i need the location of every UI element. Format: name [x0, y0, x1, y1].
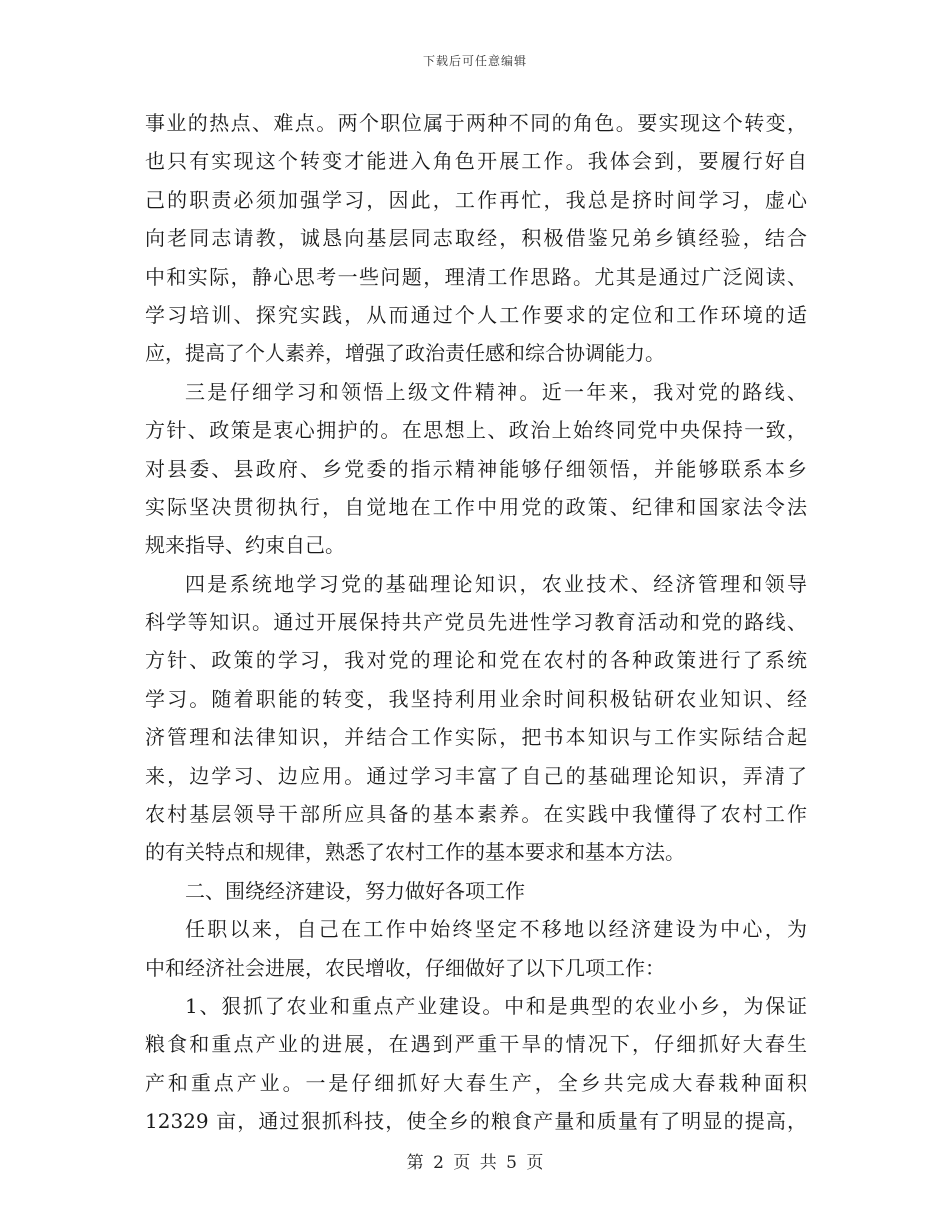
text-line: 济管理和法律知识，并结合工作实际，把书本知识与工作实际结合起 [145, 725, 807, 750]
page-header: 下载后可任意编辑 [422, 54, 527, 68]
text-line: 农村基层领导干部所应具备的基本素养。在实践中我懂得了农村工作 [145, 802, 807, 827]
text-line: 任职以来，自己在工作中始终坚定不移地以经济建设为中心，为 [185, 917, 807, 942]
text-line: 科学等知识。通过开展保持共产党员先进性学习教育活动和党的路线、 [145, 610, 807, 635]
text-line: 事业的热点、难点。两个职位属于两种不同的角色。要实现这个转变， [145, 111, 807, 135]
text-line: 的有关特点和规律，熟悉了农村工作的基本要求和基本方法。 [145, 840, 685, 865]
text-line: 产和重点产业。一是仔细抓好大春生产，全乡共完成大春栽种面积 [145, 1070, 807, 1095]
text-line: 来，边学习、边应用。通过学习丰富了自己的基础理论知识，弄清了 [145, 763, 807, 788]
text-line: 实际坚决贯彻执行，自觉地在工作中用党的政策、纪律和国家法令法 [145, 494, 807, 519]
text-line: 方针、政策是衷心拥护的。在思想上、政治上始终同党中央保持一致， [145, 418, 807, 443]
text-line: 中和经济社会进展，农民增收，仔细做好了以下几项工作： [145, 955, 665, 980]
text-line: 学习。随着职能的转变，我坚持利用业余时间积极钻研农业知识、经 [145, 686, 807, 711]
text-line: 1、狠抓了农业和重点产业建设。中和是典型的农业小乡，为保证 [185, 993, 807, 1018]
text-line: 12329 亩，通过狠抓科技，使全乡的粮食产量和质量有了明显的提高， [145, 1109, 807, 1134]
text-line: 己的职责必须加强学习，因此，工作再忙，我总是挤时间学习，虚心 [145, 187, 807, 212]
text-line: 对县委、县政府、乡党委的指示精神能够仔细领悟，并能够联系本乡 [145, 456, 807, 481]
text-line: 中和实际，静心思考一些问题，理清工作思路。尤其是通过广泛阅读、 [145, 264, 807, 289]
text-line: 向老同志请教，诚恳向基层同志取经，积极借鉴兄弟乡镇经验，结合 [145, 226, 807, 251]
document-body [145, 104, 807, 1141]
text-line: 也只有实现这个转变才能进入角色开展工作。我体会到，要履行好自 [145, 149, 807, 174]
text-line: 应，提高了个人素养，增强了政治责任感和综合协调能力。 [145, 341, 665, 366]
text-line: 粮食和重点产业的进展，在遇到严重干旱的情况下，仔细抓好大春生 [145, 1032, 807, 1057]
text-line: 四是系统地学习党的基础理论知识，农业技术、经济管理和领导 [185, 571, 807, 596]
text-line: 学习培训、探究实践，从而通过个人工作要求的定位和工作环境的适 [145, 302, 807, 327]
text-line: 二、围绕经济建设，努力做好各项工作 [185, 878, 525, 903]
text-line: 规来指导、约束自己。 [145, 533, 345, 558]
text-line: 三是仔细学习和领悟上级文件精神。近一年来，我对党的路线、 [185, 379, 807, 404]
text-line: 方针、政策的学习，我对党的理论和党在农村的各种政策进行了系统 [145, 648, 807, 673]
page-number: 第 2 页 共 5 页 [406, 1153, 544, 1173]
